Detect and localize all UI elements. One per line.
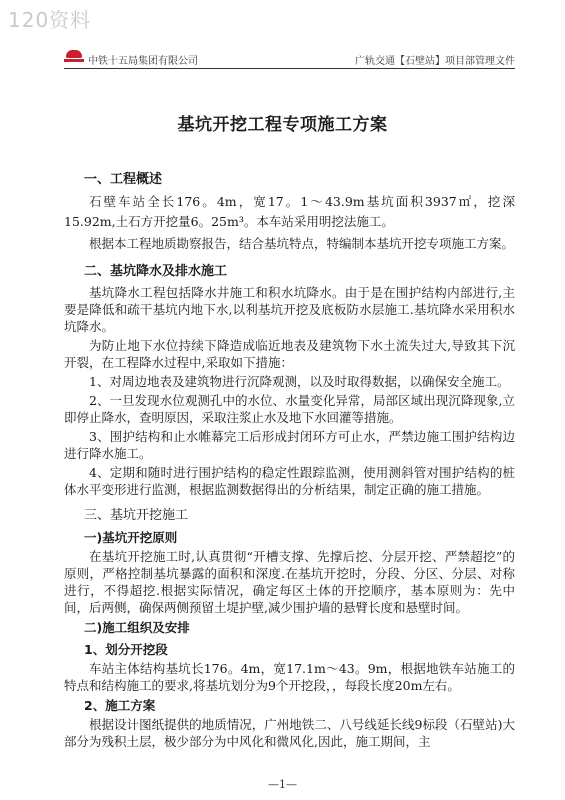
section-1-heading: 一、工程概述	[84, 172, 163, 187]
company-logo-icon	[64, 50, 84, 64]
paragraph: 根据设计图纸提供的地质情况，广州地铁二、八号线延长线9标段（石壁站)大部分为残积土层，极少部分为中风化和微风化,因此，施工期间，主	[64, 717, 515, 749]
header-project: 广轨交通【石壁站】项目部管理文件	[355, 56, 515, 67]
subsection-heading: 一)基坑开挖原则	[84, 530, 178, 545]
watermark: 120资料	[8, 8, 92, 32]
paragraph: 3、围护结构和止水帷幕完工后形成封闭环方可止水，严禁边施工围护结构边进行降水施工。	[64, 429, 515, 461]
paragraph: 1、对周边地表及建筑物进行沉降观测，以及时取得数据，以确保安全施工。	[89, 374, 510, 389]
item-heading: 2、施工方案	[84, 698, 156, 713]
paragraph: 在基坑开挖施工时,认真贯彻“开槽支撑、先撑后挖、分层开挖、严禁超挖”的原则，严格控制基坑暴露的面积和深度.在基坑开挖时，分段、分区、分层、对称进行，不得超挖.根据实际情况，确定每区土体的开挖顺序，基本原则为：先中间，后两侧，确保两侧预留土堤护壁,减少围护墙的悬臂长度和悬壁时间。	[64, 549, 515, 615]
document-header	[64, 46, 515, 69]
paragraph: 根据本工程地质勘察报告，结合基坑特点，特编制本基坑开挖专项施工方案。	[89, 236, 515, 251]
header-company: 中铁十五局集团有限公司	[88, 56, 198, 67]
paragraph: 车站主体结构基坑长176。4m，宽17.1m～43。9m，根据地铁车站施工的特点和结构施工的要求,将基坑划分为9个开挖段，，每段长度20m左右。	[64, 661, 515, 693]
section-2-heading: 二、基坑降水及排水施工	[84, 264, 228, 279]
page-number: —1—	[268, 778, 297, 791]
paragraph: 2、一旦发现水位观测孔中的水位、水量变化异常，局部区域出现沉降现象,立即停止降水，查明原因，采取注浆止水及地下水回灌等措施。	[64, 393, 515, 425]
document-body	[64, 162, 515, 752]
paragraph: 为防止地下水位持续下降造成临近地表及建筑物下水土流失过大,导致其下沉开裂，在工程降水过程中,采取如下措施：	[64, 338, 515, 370]
section-3-heading: 三、基坑开挖施工	[84, 508, 189, 523]
document-title: 基坑开挖工程专项施工方案	[177, 115, 388, 135]
paragraph: 基坑降水工程包括降水井施工和积水坑降水。由于是在围护结构内部进行,主要是降低和疏干基坑内地下水,以利基坑开挖及底板防水层施工.基坑降水采用积水坑降水。	[64, 285, 515, 334]
paragraph: 4、定期和随时进行围护结构的稳定性跟踪监测，使用测斜管对围护结构的桩体水平变形进行监测，根据监测数据得出的分析结果，制定正确的施工措施。	[64, 465, 515, 497]
item-heading: 1、划分开挖段	[84, 642, 168, 657]
subsection-heading: 二)施工组织及安排	[84, 620, 190, 635]
paragraph: 石壁车站全长176。4m，宽17。1～43.9m基坑面积3937㎡，挖深15.92m,土石方开挖量6。25m³。本车站采用明挖法施工。	[64, 194, 515, 229]
